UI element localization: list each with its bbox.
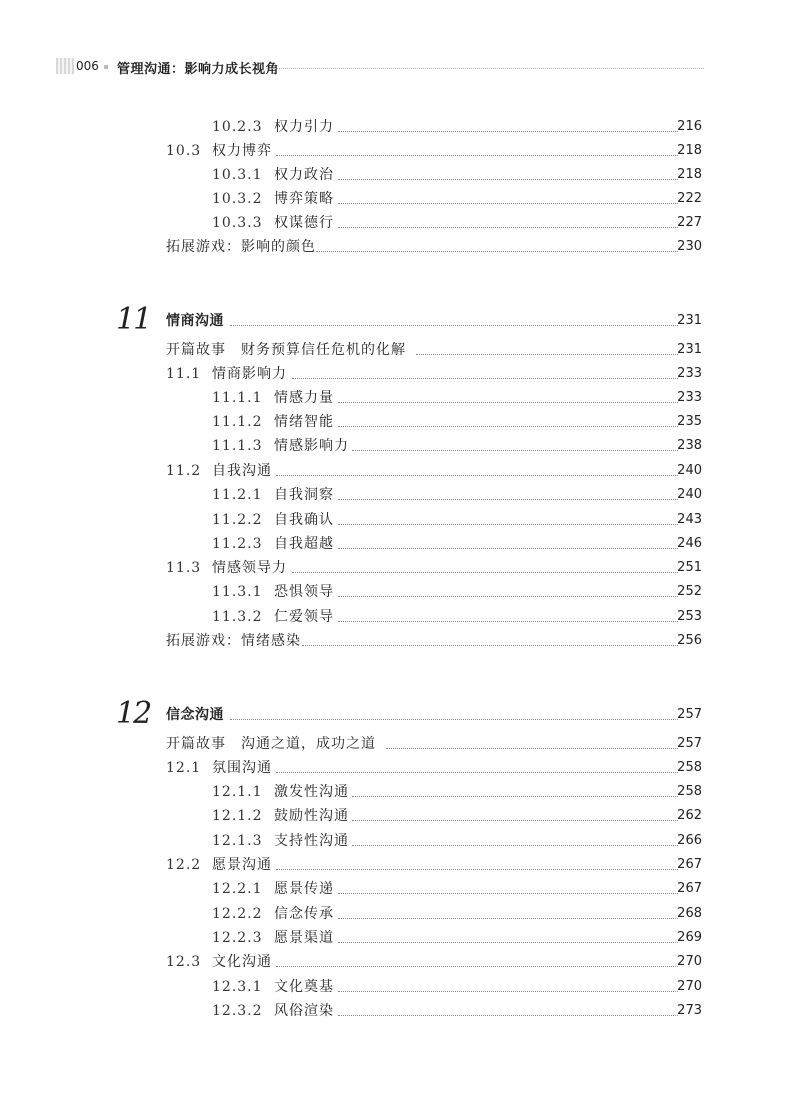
dot-leader — [338, 499, 678, 500]
entry-title: 自我确认 — [274, 512, 334, 528]
toc-entry-game-10[interactable] — [0, 236, 800, 258]
dot-leader — [338, 131, 678, 132]
entry-title: 文化沟通 — [212, 954, 272, 970]
dot-leader — [386, 748, 678, 749]
entry-number: 11.2.2 — [212, 512, 263, 528]
entry-title: 自我沟通 — [212, 463, 272, 479]
entry-title: 博弈策略 — [274, 191, 334, 207]
dot-leader — [338, 426, 678, 427]
dot-leader — [352, 845, 678, 846]
entry-page: 216 — [677, 119, 702, 134]
entry-number: 11.1.1 — [212, 390, 263, 406]
toc-chapter-11[interactable] — [0, 302, 800, 337]
toc-entry-11-1-1[interactable] — [0, 387, 800, 409]
entry-page: 269 — [677, 930, 702, 945]
entry-title: 氛围沟通 — [212, 760, 272, 776]
toc-entry-11-2-3[interactable] — [0, 533, 800, 555]
entry-page: 258 — [677, 784, 702, 799]
toc-entry-10-2-3[interactable] — [0, 116, 800, 138]
dot-leader — [338, 942, 678, 943]
entry-title: 权力政治 — [274, 167, 334, 183]
entry-number: 10.3.1 — [212, 167, 263, 183]
running-header — [0, 56, 800, 78]
toc-entry-11-3-1[interactable] — [0, 581, 800, 603]
chapter-number: 11 — [116, 302, 151, 337]
toc-entry-10-3[interactable] — [0, 140, 800, 162]
entry-page: 233 — [677, 390, 702, 405]
dot-leader — [338, 991, 678, 992]
entry-page: 262 — [677, 808, 702, 823]
header-dotted-rule — [272, 68, 704, 69]
dot-leader — [338, 203, 678, 204]
entry-number: 11.2.1 — [212, 487, 263, 503]
toc-entry-12-1-3[interactable] — [0, 830, 800, 852]
entry-title: 情感影响力 — [274, 438, 349, 454]
entry-title: 权力引力 — [274, 119, 334, 135]
entry-number: 12.3 — [166, 954, 202, 970]
entry-title: 情商影响力 — [212, 366, 287, 382]
chapter-title: 信念沟通 — [166, 707, 224, 723]
dot-leader — [230, 325, 678, 326]
toc-entry-story-12[interactable] — [0, 733, 800, 755]
entry-page: 258 — [677, 760, 702, 775]
entry-number: 12.2.3 — [212, 930, 263, 946]
entry-number: 12.2.2 — [212, 906, 263, 922]
entry-title: 恐惧领导 — [274, 584, 334, 600]
entry-title: 愿景传递 — [274, 881, 334, 897]
book-title: 管理沟通：影响力成长视角 — [117, 62, 280, 77]
entry-number: 12.3.1 — [212, 979, 263, 995]
entry-page: 251 — [677, 560, 702, 575]
entry-title: 情感领导力 — [212, 560, 287, 576]
entry-page: 222 — [677, 191, 702, 206]
entry-page: 243 — [677, 512, 702, 527]
toc-entry-11-2[interactable] — [0, 460, 800, 482]
toc-chapter-12[interactable] — [0, 696, 800, 731]
entry-number: 10.3 — [166, 143, 202, 159]
entry-title: 愿景沟通 — [212, 857, 272, 873]
dot-leader — [338, 918, 678, 919]
header-bullet — [104, 65, 108, 69]
dot-leader — [276, 475, 678, 476]
toc-entry-12-3-2[interactable] — [0, 1000, 800, 1022]
entry-number: 10.3.2 — [212, 191, 263, 207]
toc-entry-10-3-1[interactable] — [0, 164, 800, 186]
entry-page: 233 — [677, 366, 702, 381]
entry-title: 激发性沟通 — [274, 784, 349, 800]
toc-entry-12-2[interactable] — [0, 854, 800, 876]
entry-title: 文化奠基 — [274, 979, 334, 995]
dot-leader — [352, 820, 678, 821]
toc-entry-12-2-3[interactable] — [0, 927, 800, 949]
entry-page: 230 — [677, 239, 702, 254]
toc-entry-11-1-3[interactable] — [0, 435, 800, 457]
entry-number: 12.1 — [166, 760, 202, 776]
entry-page: 270 — [677, 954, 702, 969]
entry-page: 238 — [677, 438, 702, 453]
entry-title: 情绪智能 — [274, 414, 334, 430]
entry-title: 愿景渠道 — [274, 930, 334, 946]
entry-title: 自我洞察 — [274, 487, 334, 503]
entry-title: 支持性沟通 — [274, 833, 349, 849]
entry-page: 246 — [677, 536, 702, 551]
entry-number: 11.2.3 — [212, 536, 263, 552]
entry-page: 227 — [677, 215, 702, 230]
entry-page: 235 — [677, 414, 702, 429]
entry-number: 12.1.2 — [212, 808, 263, 824]
dot-leader — [338, 179, 678, 180]
dot-leader — [338, 1015, 678, 1016]
toc-entry-11-1-2[interactable] — [0, 411, 800, 433]
entry-page: 257 — [677, 736, 702, 751]
entry-page: 252 — [677, 584, 702, 599]
toc-entry-10-3-3[interactable] — [0, 212, 800, 234]
entry-title: 情感力量 — [274, 390, 334, 406]
toc-entry-12-1-1[interactable] — [0, 781, 800, 803]
entry-number: 12.1.1 — [212, 784, 263, 800]
toc-entry-story-11[interactable] — [0, 339, 800, 361]
entry-number: 11.2 — [166, 463, 202, 479]
entry-number: 11.3 — [166, 560, 202, 576]
entry-page: 253 — [677, 609, 702, 624]
toc-entry-10-3-2[interactable] — [0, 188, 800, 210]
dot-leader — [276, 966, 678, 967]
dot-leader — [338, 621, 678, 622]
toc-entry-12-3[interactable] — [0, 951, 800, 973]
entry-page: 218 — [677, 143, 702, 158]
entry-title: 仁爱领导 — [274, 609, 334, 625]
dot-leader — [338, 548, 678, 549]
toc-entry-game-11[interactable] — [0, 630, 800, 652]
entry-number: 11.1 — [166, 366, 202, 382]
dot-leader — [230, 719, 678, 720]
toc-entry-12-2-1[interactable] — [0, 878, 800, 900]
dot-leader — [276, 155, 678, 156]
entry-title: 拓展游戏：情绪感染 — [166, 633, 301, 649]
toc-entry-12-1[interactable] — [0, 757, 800, 779]
toc-entry-11-3-2[interactable] — [0, 606, 800, 628]
dot-leader — [292, 378, 678, 379]
entry-page: 218 — [677, 167, 702, 182]
dot-leader — [292, 572, 678, 573]
chapter-page: 257 — [677, 707, 702, 722]
dot-leader — [416, 354, 678, 355]
entry-number: 10.3.3 — [212, 215, 263, 231]
dot-leader — [338, 893, 678, 894]
entry-page: 240 — [677, 487, 702, 502]
dot-leader — [338, 524, 678, 525]
entry-title: 信念传承 — [274, 906, 334, 922]
entry-number: 12.2 — [166, 857, 202, 873]
entry-page: 273 — [677, 1003, 702, 1018]
entry-page: 270 — [677, 979, 702, 994]
toc-entry-12-3-1[interactable] — [0, 976, 800, 998]
entry-page: 266 — [677, 833, 702, 848]
toc-entry-11-3[interactable] — [0, 557, 800, 579]
entry-title: 自我超越 — [274, 536, 334, 552]
dot-leader — [276, 869, 678, 870]
chapter-title: 情商沟通 — [166, 313, 224, 329]
dot-leader — [276, 772, 678, 773]
toc-entry-12-2-2[interactable] — [0, 903, 800, 925]
entry-title: 权谋德行 — [274, 215, 334, 231]
entry-number: 11.3.2 — [212, 609, 263, 625]
entry-title: 鼓励性沟通 — [274, 808, 349, 824]
header-shade-decoration — [56, 58, 74, 74]
dot-leader — [352, 796, 678, 797]
dot-leader — [316, 251, 678, 252]
entry-page: 231 — [677, 342, 702, 357]
entry-title: 风俗渲染 — [274, 1003, 334, 1019]
entry-number: 10.2.3 — [212, 119, 263, 135]
entry-page: 240 — [677, 463, 702, 478]
toc-entry-11-1[interactable] — [0, 363, 800, 385]
entry-title: 拓展游戏：影响的颜色 — [166, 239, 316, 255]
toc-entry-11-2-2[interactable] — [0, 509, 800, 531]
dot-leader — [352, 450, 678, 451]
entry-page: 268 — [677, 906, 702, 921]
entry-title: 开篇故事 财务预算信任危机的化解 — [166, 342, 406, 358]
chapter-number: 12 — [116, 696, 151, 731]
dot-leader — [338, 596, 678, 597]
entry-page: 267 — [677, 857, 702, 872]
dot-leader — [338, 402, 678, 403]
dot-leader — [338, 227, 678, 228]
entry-page: 267 — [677, 881, 702, 896]
chapter-page: 231 — [677, 313, 702, 328]
entry-number: 12.3.2 — [212, 1003, 263, 1019]
entry-number: 12.1.3 — [212, 833, 263, 849]
entry-title: 权力博弈 — [212, 143, 272, 159]
entry-number: 11.1.2 — [212, 414, 263, 430]
entry-number: 12.2.1 — [212, 881, 263, 897]
entry-page: 256 — [677, 633, 702, 648]
toc-entry-12-1-2[interactable] — [0, 805, 800, 827]
entry-number: 11.1.3 — [212, 438, 263, 454]
toc-entry-11-2-1[interactable] — [0, 484, 800, 506]
page-number: 006 — [76, 59, 99, 73]
entry-title: 开篇故事 沟通之道，成功之道 — [166, 736, 376, 752]
entry-number: 11.3.1 — [212, 584, 263, 600]
dot-leader — [302, 645, 678, 646]
